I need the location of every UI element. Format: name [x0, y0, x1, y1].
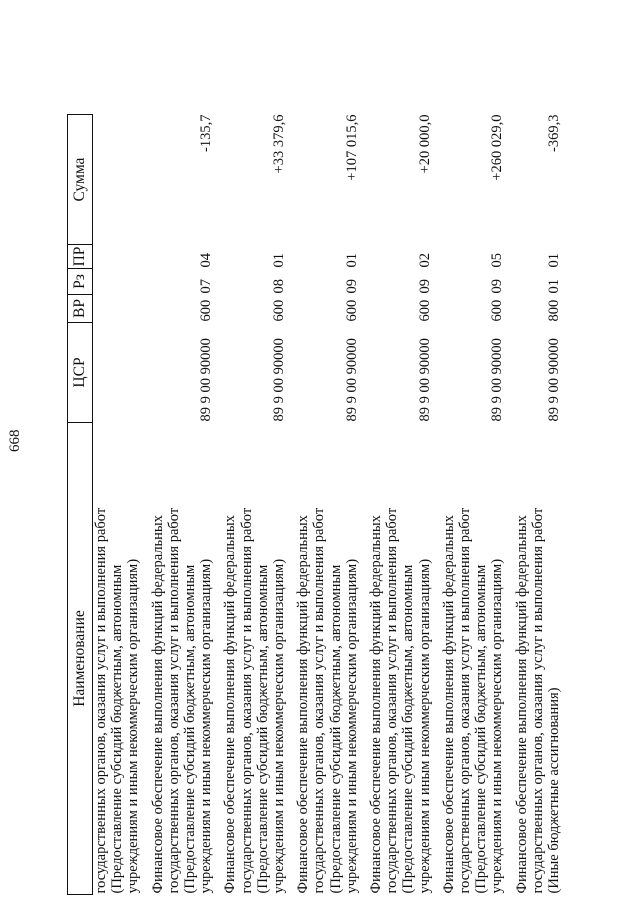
row-name-cell [222, 423, 287, 895]
name-line: (Предоставление субсидий бюджетным, автономным [254, 564, 271, 894]
table-row [150, 115, 215, 895]
csr-cell: 89 9 00 90000 [489, 338, 506, 422]
row-name-cell [93, 423, 142, 895]
name-line: государственных органов, оказания услуг и выполнения работ [384, 507, 401, 894]
name-line: Финансовое обеспечение выполнения функций федеральных [222, 515, 239, 894]
name-line: (Предоставление субсидий бюджетным, автономным [327, 564, 344, 894]
row-name-cell [368, 423, 433, 895]
name-line: (Иные бюджетные ассигнования) [546, 687, 563, 894]
pr-cell [93, 245, 142, 269]
name-line: учреждениям и иным некоммерческим организациям) [125, 558, 142, 894]
rz-cell: 07 [198, 279, 215, 294]
header-name: Наименование [68, 423, 93, 895]
name-line: (Предоставление субсидий бюджетным, автономным [109, 564, 126, 894]
csr-cell: 89 9 00 90000 [271, 338, 288, 422]
csr-cell: 89 9 00 90000 [416, 338, 433, 422]
name-line: государственных органов, оказания услуг и выполнения работ [93, 507, 109, 894]
budget-table [67, 114, 562, 895]
name-line: (Предоставление субсидий бюджетным, автономным [473, 564, 490, 894]
vr-cell: 600 [489, 299, 506, 322]
sum-cell [93, 115, 142, 245]
rz-cell: 09 [416, 279, 433, 294]
rz-cell: 01 [546, 279, 563, 294]
name-line: Финансовое обеспечение выполнения функций федеральных [295, 515, 312, 894]
header-sum: Сумма [68, 115, 93, 245]
row-name-cell [441, 423, 506, 895]
name-line: учреждениям и иным некоммерческим организациям) [198, 558, 215, 894]
name-line: учреждениям и иным некоммерческим организациям) [343, 558, 360, 894]
name-line: Финансовое обеспечение выполнения функций федеральных [368, 515, 385, 894]
pr-cell: 02 [416, 253, 433, 268]
vr-cell: 600 [271, 299, 288, 322]
pr-cell: 01 [343, 253, 360, 268]
name-line: учреждениям и иным некоммерческим организациям) [489, 558, 506, 894]
name-line: учреждениям и иным некоммерческим организациям) [271, 558, 288, 894]
csr-cell: 89 9 00 90000 [198, 338, 215, 422]
table-row [441, 115, 506, 895]
name-line: (Предоставление субсидий бюджетным, автономным [182, 564, 199, 894]
rz-cell: 09 [343, 279, 360, 294]
row-name-cell [295, 423, 360, 895]
header-pr: ПР [68, 245, 93, 269]
csr-cell [93, 323, 142, 423]
name-line: государственных органов, оказания услуг и выполнения работ [311, 507, 328, 894]
rz-cell: 08 [271, 279, 288, 294]
name-line: государственных органов, оказания услуг и выполнения работ [238, 507, 255, 894]
sum-cell: -135,7 [198, 114, 215, 152]
table-row [295, 115, 360, 895]
sum-cell: +107 015,6 [343, 114, 360, 181]
pr-cell: 01 [546, 253, 563, 268]
header-rz: Рз [68, 269, 93, 295]
vr-cell: 600 [416, 299, 433, 322]
row-name-cell [150, 423, 215, 895]
rz-cell [93, 269, 142, 295]
table-row [514, 115, 563, 895]
name-line: (Предоставление субсидий бюджетным, автономным [400, 564, 417, 894]
name-line: Финансовое обеспечение выполнения функций федеральных [513, 515, 530, 894]
vr-cell: 800 [546, 299, 563, 322]
pr-cell: 01 [271, 253, 288, 268]
name-line: Финансовое обеспечение выполнения функций федеральных [149, 515, 166, 894]
vr-cell [93, 295, 142, 323]
table-row [368, 115, 433, 895]
header-vr: ВР [68, 295, 93, 323]
sum-cell: +20 000,0 [416, 114, 433, 174]
sum-cell: -369,3 [546, 114, 563, 152]
page-number: 668 [7, 429, 23, 452]
pr-cell: 05 [489, 253, 506, 268]
name-line: государственных органов, оказания услуг и выполнения работ [165, 507, 182, 894]
name-line: государственных органов, оказания услуг и выполнения работ [529, 507, 546, 894]
table-row [93, 115, 142, 895]
csr-cell: 89 9 00 90000 [546, 338, 563, 422]
header-csr: ЦСР [68, 323, 93, 423]
pr-cell: 04 [198, 253, 215, 268]
vr-cell: 600 [198, 299, 215, 322]
csr-cell: 89 9 00 90000 [343, 338, 360, 422]
table-header-row [68, 115, 93, 895]
name-line: Финансовое обеспечение выполнения функций федеральных [440, 515, 457, 894]
sum-cell: +33 379,6 [271, 114, 288, 174]
rz-cell: 09 [489, 279, 506, 294]
vr-cell: 600 [343, 299, 360, 322]
table-row [222, 115, 287, 895]
name-line: учреждениям и иным некоммерческим организациям) [416, 558, 433, 894]
sum-cell: +260 029,0 [489, 114, 506, 181]
name-line: государственных органов, оказания услуг и выполнения работ [457, 507, 474, 894]
row-name-cell [514, 423, 563, 895]
